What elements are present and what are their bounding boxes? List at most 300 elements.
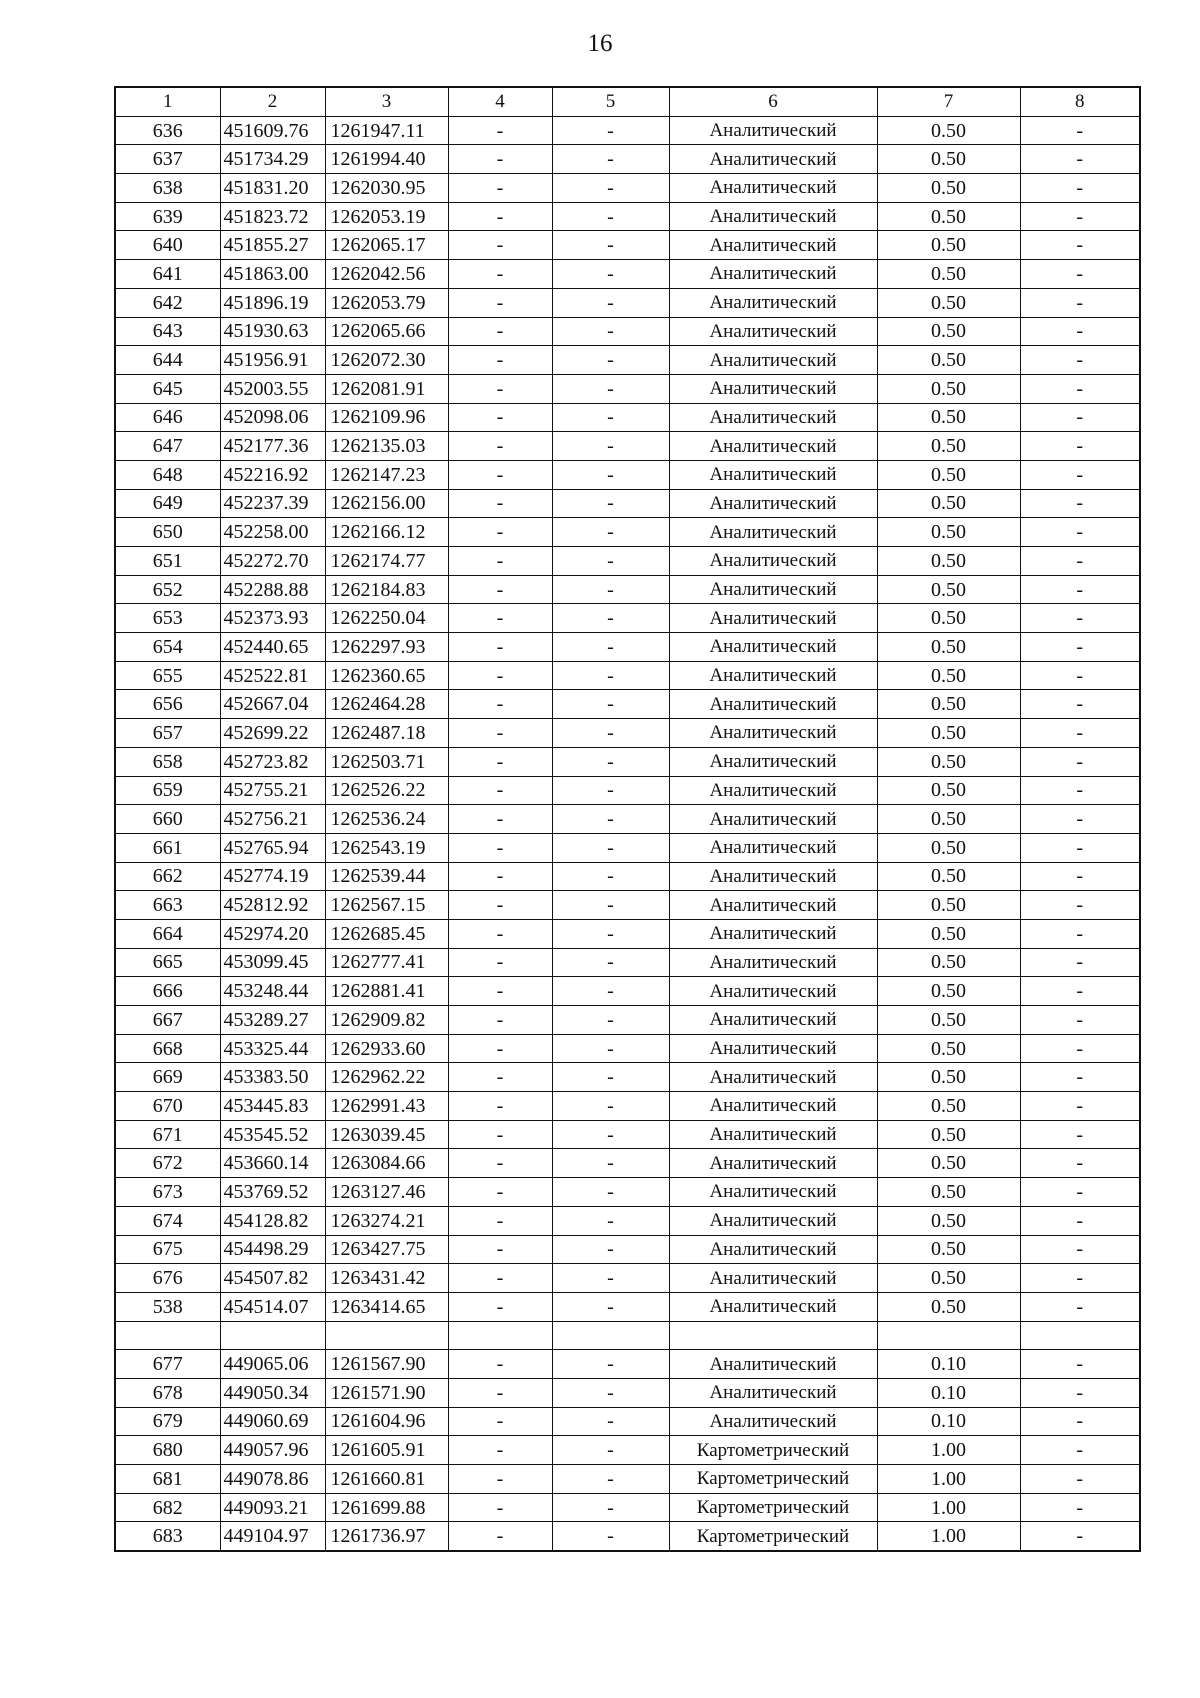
y-coordinate-cell: 1263084.66	[325, 1149, 448, 1178]
y-coordinate-cell: 1262030.95	[325, 174, 448, 203]
column-8-cell: -	[1020, 489, 1140, 518]
column-4-cell: -	[448, 1034, 552, 1063]
x-coordinate-cell: 452723.82	[220, 747, 325, 776]
column-5-cell: -	[552, 374, 669, 403]
y-coordinate-cell: 1262933.60	[325, 1034, 448, 1063]
table-row	[115, 1092, 1140, 1121]
column-5-cell: -	[552, 231, 669, 260]
point-number-cell: 654	[115, 633, 220, 662]
x-coordinate-cell: 452667.04	[220, 690, 325, 719]
accuracy-cell: 0.50	[877, 661, 1020, 690]
table-row	[115, 1407, 1140, 1436]
y-coordinate-cell: 1261947.11	[325, 116, 448, 145]
column-8-cell	[1020, 1321, 1140, 1350]
x-coordinate-cell: 452373.93	[220, 604, 325, 633]
column-5-cell: -	[552, 661, 669, 690]
x-coordinate-cell: 453383.50	[220, 1063, 325, 1092]
y-coordinate-cell: 1261994.40	[325, 145, 448, 174]
column-8-cell: -	[1020, 1378, 1140, 1407]
column-8-cell: -	[1020, 374, 1140, 403]
column-5-cell: -	[552, 145, 669, 174]
x-coordinate-cell: 449050.34	[220, 1378, 325, 1407]
point-number-cell: 662	[115, 862, 220, 891]
point-number-cell: 682	[115, 1493, 220, 1522]
column-5-cell: -	[552, 948, 669, 977]
column-8-cell: -	[1020, 1493, 1140, 1522]
column-4-cell: -	[448, 116, 552, 145]
column-4-cell: -	[448, 833, 552, 862]
table-row	[115, 1149, 1140, 1178]
column-5-cell: -	[552, 1350, 669, 1379]
method-cell: Аналитический	[669, 1235, 877, 1264]
point-number-cell: 646	[115, 403, 220, 432]
table-row	[115, 1206, 1140, 1235]
point-number-cell: 675	[115, 1235, 220, 1264]
column-4-cell: -	[448, 1092, 552, 1121]
column-4-cell: -	[448, 403, 552, 432]
column-4-cell	[448, 1321, 552, 1350]
column-4-cell: -	[448, 231, 552, 260]
method-cell: Аналитический	[669, 747, 877, 776]
table-row	[115, 1063, 1140, 1092]
column-4-cell: -	[448, 547, 552, 576]
column-header-5: 5	[552, 87, 669, 116]
column-4-cell: -	[448, 661, 552, 690]
column-5-cell: -	[552, 977, 669, 1006]
column-8-cell: -	[1020, 202, 1140, 231]
column-4-cell: -	[448, 1006, 552, 1035]
method-cell: Аналитический	[669, 1378, 877, 1407]
y-coordinate-cell: 1262539.44	[325, 862, 448, 891]
column-5-cell: -	[552, 518, 669, 547]
point-number-cell: 643	[115, 317, 220, 346]
column-8-cell: -	[1020, 174, 1140, 203]
table-row	[115, 231, 1140, 260]
column-5-cell: -	[552, 1493, 669, 1522]
point-number-cell: 661	[115, 833, 220, 862]
point-number-cell: 645	[115, 374, 220, 403]
table-row	[115, 145, 1140, 174]
column-5-cell: -	[552, 1264, 669, 1293]
x-coordinate-cell: 452258.00	[220, 518, 325, 547]
column-5-cell: -	[552, 1407, 669, 1436]
y-coordinate-cell: 1263427.75	[325, 1235, 448, 1264]
column-4-cell: -	[448, 145, 552, 174]
point-number-cell	[115, 1321, 220, 1350]
table-row	[115, 977, 1140, 1006]
y-coordinate-cell: 1262166.12	[325, 518, 448, 547]
column-4-cell: -	[448, 948, 552, 977]
column-8-cell: -	[1020, 604, 1140, 633]
point-number-cell: 656	[115, 690, 220, 719]
y-coordinate-cell: 1263127.46	[325, 1178, 448, 1207]
y-coordinate-cell: 1263039.45	[325, 1120, 448, 1149]
y-coordinate-cell: 1262777.41	[325, 948, 448, 977]
column-5-cell: -	[552, 489, 669, 518]
column-5-cell: -	[552, 202, 669, 231]
y-coordinate-cell: 1262487.18	[325, 719, 448, 748]
column-5-cell: -	[552, 1378, 669, 1407]
column-4-cell: -	[448, 1264, 552, 1293]
x-coordinate-cell: 452003.55	[220, 374, 325, 403]
column-5-cell: -	[552, 690, 669, 719]
column-8-cell: -	[1020, 977, 1140, 1006]
column-4-cell: -	[448, 1436, 552, 1465]
point-number-cell: 673	[115, 1178, 220, 1207]
column-8-cell: -	[1020, 1006, 1140, 1035]
column-8-cell: -	[1020, 661, 1140, 690]
column-5-cell: -	[552, 260, 669, 289]
x-coordinate-cell: 451831.20	[220, 174, 325, 203]
table-row	[115, 891, 1140, 920]
table-row	[115, 604, 1140, 633]
x-coordinate-cell: 452216.92	[220, 460, 325, 489]
column-5-cell: -	[552, 1006, 669, 1035]
accuracy-cell: 0.10	[877, 1407, 1020, 1436]
point-number-cell: 663	[115, 891, 220, 920]
accuracy-cell: 0.50	[877, 1264, 1020, 1293]
column-8-cell: -	[1020, 919, 1140, 948]
method-cell: Аналитический	[669, 977, 877, 1006]
point-number-cell: 669	[115, 1063, 220, 1092]
point-number-cell: 638	[115, 174, 220, 203]
accuracy-cell: 0.10	[877, 1378, 1020, 1407]
column-4-cell: -	[448, 174, 552, 203]
method-cell: Аналитический	[669, 575, 877, 604]
column-8-cell: -	[1020, 1034, 1140, 1063]
y-coordinate-cell: 1262543.19	[325, 833, 448, 862]
point-number-cell: 667	[115, 1006, 220, 1035]
method-cell: Аналитический	[669, 833, 877, 862]
table-row	[115, 1465, 1140, 1494]
y-coordinate-cell: 1261604.96	[325, 1407, 448, 1436]
column-4-cell: -	[448, 1493, 552, 1522]
method-cell: Аналитический	[669, 518, 877, 547]
accuracy-cell: 0.50	[877, 1092, 1020, 1121]
column-4-cell: -	[448, 374, 552, 403]
method-cell: Картометрический	[669, 1436, 877, 1465]
table-row	[115, 948, 1140, 977]
accuracy-cell: 0.50	[877, 1063, 1020, 1092]
column-4-cell: -	[448, 489, 552, 518]
accuracy-cell: 0.50	[877, 747, 1020, 776]
y-coordinate-cell: 1262053.79	[325, 288, 448, 317]
method-cell: Аналитический	[669, 1178, 877, 1207]
accuracy-cell: 0.50	[877, 403, 1020, 432]
y-coordinate-cell: 1262297.93	[325, 633, 448, 662]
column-8-cell: -	[1020, 1522, 1140, 1551]
column-5-cell: -	[552, 403, 669, 432]
x-coordinate-cell: 452440.65	[220, 633, 325, 662]
column-5-cell: -	[552, 862, 669, 891]
point-number-cell: 652	[115, 575, 220, 604]
column-4-cell: -	[448, 1063, 552, 1092]
column-8-cell: -	[1020, 145, 1140, 174]
x-coordinate-cell: 449057.96	[220, 1436, 325, 1465]
x-coordinate-cell: 452756.21	[220, 805, 325, 834]
column-8-cell: -	[1020, 1235, 1140, 1264]
y-coordinate-cell: 1262065.17	[325, 231, 448, 260]
accuracy-cell	[877, 1321, 1020, 1350]
column-5-cell: -	[552, 288, 669, 317]
column-5-cell: -	[552, 719, 669, 748]
table-body	[115, 87, 1140, 1551]
column-5-cell: -	[552, 604, 669, 633]
table-row	[115, 862, 1140, 891]
table-row	[115, 1034, 1140, 1063]
column-4-cell: -	[448, 1407, 552, 1436]
x-coordinate-cell: 451956.91	[220, 346, 325, 375]
y-coordinate-cell: 1262464.28	[325, 690, 448, 719]
column-4-cell: -	[448, 1235, 552, 1264]
column-8-cell: -	[1020, 1465, 1140, 1494]
table-row	[115, 1178, 1140, 1207]
x-coordinate-cell: 452755.21	[220, 776, 325, 805]
y-coordinate-cell: 1262991.43	[325, 1092, 448, 1121]
column-8-cell: -	[1020, 1149, 1140, 1178]
method-cell: Аналитический	[669, 145, 877, 174]
x-coordinate-cell: 449060.69	[220, 1407, 325, 1436]
point-number-cell: 641	[115, 260, 220, 289]
x-coordinate-cell: 452974.20	[220, 919, 325, 948]
column-8-cell: -	[1020, 547, 1140, 576]
point-number-cell: 683	[115, 1522, 220, 1551]
column-8-cell: -	[1020, 776, 1140, 805]
accuracy-cell: 0.10	[877, 1350, 1020, 1379]
column-5-cell: -	[552, 432, 669, 461]
column-5-cell: -	[552, 891, 669, 920]
column-4-cell: -	[448, 633, 552, 662]
accuracy-cell: 0.50	[877, 174, 1020, 203]
point-number-cell: 655	[115, 661, 220, 690]
column-8-cell: -	[1020, 460, 1140, 489]
column-8-cell: -	[1020, 1063, 1140, 1092]
column-8-cell: -	[1020, 833, 1140, 862]
x-coordinate-cell: 453325.44	[220, 1034, 325, 1063]
method-cell: Картометрический	[669, 1465, 877, 1494]
y-coordinate-cell: 1261605.91	[325, 1436, 448, 1465]
method-cell: Аналитический	[669, 547, 877, 576]
column-4-cell: -	[448, 202, 552, 231]
y-coordinate-cell: 1261699.88	[325, 1493, 448, 1522]
table-row	[115, 202, 1140, 231]
accuracy-cell: 0.50	[877, 145, 1020, 174]
method-cell: Аналитический	[669, 288, 877, 317]
column-4-cell: -	[448, 1378, 552, 1407]
column-4-cell: -	[448, 805, 552, 834]
y-coordinate-cell: 1262053.19	[325, 202, 448, 231]
point-number-cell: 640	[115, 231, 220, 260]
accuracy-cell: 0.50	[877, 977, 1020, 1006]
method-cell: Аналитический	[669, 1120, 877, 1149]
column-4-cell: -	[448, 719, 552, 748]
column-8-cell: -	[1020, 1264, 1140, 1293]
y-coordinate-cell: 1262360.65	[325, 661, 448, 690]
accuracy-cell: 0.50	[877, 833, 1020, 862]
y-coordinate-cell: 1262042.56	[325, 260, 448, 289]
table-row	[115, 260, 1140, 289]
point-number-cell: 647	[115, 432, 220, 461]
accuracy-cell: 0.50	[877, 288, 1020, 317]
y-coordinate-cell: 1263274.21	[325, 1206, 448, 1235]
point-number-cell: 676	[115, 1264, 220, 1293]
x-coordinate-cell	[220, 1321, 325, 1350]
column-8-cell: -	[1020, 690, 1140, 719]
column-5-cell: -	[552, 1235, 669, 1264]
method-cell: Аналитический	[669, 174, 877, 203]
column-8-cell: -	[1020, 1120, 1140, 1149]
y-coordinate-cell: 1262135.03	[325, 432, 448, 461]
column-8-cell: -	[1020, 719, 1140, 748]
table-row	[115, 1436, 1140, 1465]
table-row	[115, 1321, 1140, 1350]
column-8-cell: -	[1020, 747, 1140, 776]
point-number-cell: 658	[115, 747, 220, 776]
accuracy-cell: 1.00	[877, 1493, 1020, 1522]
column-5-cell: -	[552, 833, 669, 862]
x-coordinate-cell: 449078.86	[220, 1465, 325, 1494]
accuracy-cell: 1.00	[877, 1522, 1020, 1551]
column-8-cell: -	[1020, 633, 1140, 662]
column-4-cell: -	[448, 1206, 552, 1235]
column-8-cell: -	[1020, 260, 1140, 289]
table-row	[115, 432, 1140, 461]
accuracy-cell: 0.50	[877, 518, 1020, 547]
column-5-cell: -	[552, 116, 669, 145]
y-coordinate-cell: 1262065.66	[325, 317, 448, 346]
column-8-cell: -	[1020, 231, 1140, 260]
x-coordinate-cell: 451855.27	[220, 231, 325, 260]
column-8-cell: -	[1020, 317, 1140, 346]
x-coordinate-cell: 453445.83	[220, 1092, 325, 1121]
column-8-cell: -	[1020, 116, 1140, 145]
table-row	[115, 633, 1140, 662]
x-coordinate-cell: 453769.52	[220, 1178, 325, 1207]
x-coordinate-cell: 451863.00	[220, 260, 325, 289]
column-8-cell: -	[1020, 1407, 1140, 1436]
table-row	[115, 346, 1140, 375]
column-header-7: 7	[877, 87, 1020, 116]
column-4-cell: -	[448, 346, 552, 375]
x-coordinate-cell: 452237.39	[220, 489, 325, 518]
column-4-cell: -	[448, 460, 552, 489]
y-coordinate-cell	[325, 1321, 448, 1350]
table-row	[115, 661, 1140, 690]
column-4-cell: -	[448, 919, 552, 948]
accuracy-cell: 0.50	[877, 489, 1020, 518]
column-5-cell: -	[552, 346, 669, 375]
table-row	[115, 1493, 1140, 1522]
x-coordinate-cell: 453660.14	[220, 1149, 325, 1178]
table-row	[115, 288, 1140, 317]
accuracy-cell: 0.50	[877, 948, 1020, 977]
point-number-cell: 665	[115, 948, 220, 977]
y-coordinate-cell: 1263431.42	[325, 1264, 448, 1293]
column-5-cell: -	[552, 747, 669, 776]
x-coordinate-cell: 451823.72	[220, 202, 325, 231]
point-number-cell: 660	[115, 805, 220, 834]
accuracy-cell: 0.50	[877, 1006, 1020, 1035]
method-cell: Аналитический	[669, 1407, 877, 1436]
column-5-cell: -	[552, 1063, 669, 1092]
table-row	[115, 833, 1140, 862]
accuracy-cell: 0.50	[877, 231, 1020, 260]
y-coordinate-cell: 1262072.30	[325, 346, 448, 375]
column-4-cell: -	[448, 604, 552, 633]
method-cell	[669, 1321, 877, 1350]
column-5-cell: -	[552, 1092, 669, 1121]
method-cell: Аналитический	[669, 460, 877, 489]
accuracy-cell: 0.50	[877, 1206, 1020, 1235]
y-coordinate-cell: 1261567.90	[325, 1350, 448, 1379]
point-number-cell: 639	[115, 202, 220, 231]
column-4-cell: -	[448, 862, 552, 891]
y-coordinate-cell: 1261660.81	[325, 1465, 448, 1494]
column-5-cell: -	[552, 776, 669, 805]
accuracy-cell: 0.50	[877, 575, 1020, 604]
column-header-8: 8	[1020, 87, 1140, 116]
column-8-cell: -	[1020, 948, 1140, 977]
method-cell: Аналитический	[669, 374, 877, 403]
table-row	[115, 776, 1140, 805]
accuracy-cell: 0.50	[877, 432, 1020, 461]
column-5-cell: -	[552, 1292, 669, 1321]
column-4-cell: -	[448, 977, 552, 1006]
accuracy-cell: 0.50	[877, 919, 1020, 948]
method-cell: Аналитический	[669, 116, 877, 145]
point-number-cell: 664	[115, 919, 220, 948]
method-cell: Аналитический	[669, 231, 877, 260]
column-8-cell: -	[1020, 575, 1140, 604]
method-cell: Аналитический	[669, 403, 877, 432]
column-8-cell: -	[1020, 862, 1140, 891]
accuracy-cell: 0.50	[877, 1178, 1020, 1207]
accuracy-cell: 0.50	[877, 547, 1020, 576]
column-4-cell: -	[448, 1350, 552, 1379]
accuracy-cell: 0.50	[877, 460, 1020, 489]
column-5-cell: -	[552, 174, 669, 203]
x-coordinate-cell: 451609.76	[220, 116, 325, 145]
method-cell: Аналитический	[669, 1006, 877, 1035]
column-5-cell: -	[552, 317, 669, 346]
y-coordinate-cell: 1262250.04	[325, 604, 448, 633]
method-cell: Аналитический	[669, 719, 877, 748]
x-coordinate-cell: 452272.70	[220, 547, 325, 576]
column-8-cell: -	[1020, 1206, 1140, 1235]
column-5-cell	[552, 1321, 669, 1350]
x-coordinate-cell: 453289.27	[220, 1006, 325, 1035]
table-row	[115, 805, 1140, 834]
column-8-cell: -	[1020, 1178, 1140, 1207]
y-coordinate-cell: 1262526.22	[325, 776, 448, 805]
column-5-cell: -	[552, 1178, 669, 1207]
table-row	[115, 317, 1140, 346]
method-cell: Аналитический	[669, 805, 877, 834]
accuracy-cell: 0.50	[877, 891, 1020, 920]
table-row	[115, 1350, 1140, 1379]
method-cell: Аналитический	[669, 1264, 877, 1293]
x-coordinate-cell: 454514.07	[220, 1292, 325, 1321]
table-row	[115, 919, 1140, 948]
table-row	[115, 518, 1140, 547]
method-cell: Аналитический	[669, 1292, 877, 1321]
column-5-cell: -	[552, 1206, 669, 1235]
point-number-cell: 653	[115, 604, 220, 633]
table-header-row	[115, 87, 1140, 116]
x-coordinate-cell: 449093.21	[220, 1493, 325, 1522]
column-header-4: 4	[448, 87, 552, 116]
column-8-cell: -	[1020, 1092, 1140, 1121]
